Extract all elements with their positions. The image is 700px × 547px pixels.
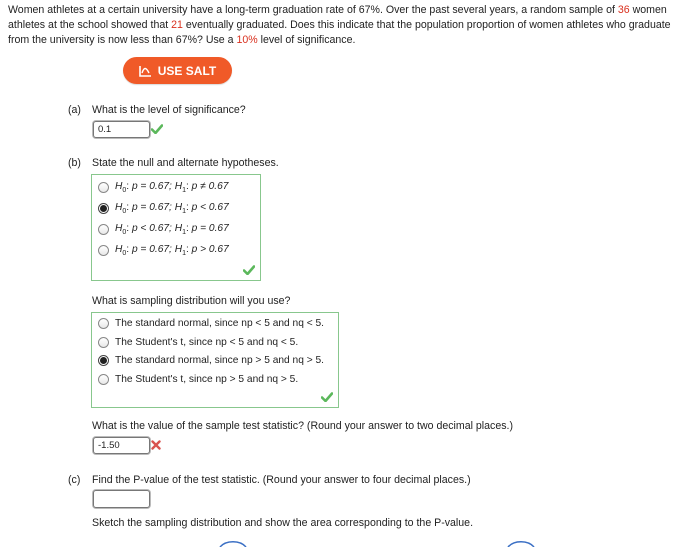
hypothesis-option-4[interactable]: $H_0$: p = 0.67; $H_1$: p > 0.67: [98, 244, 229, 257]
sampling-group: [91, 312, 339, 408]
h1-text: p < 0.67: [191, 202, 229, 213]
hypothesis-option-2[interactable]: $H_0$: p = 0.67; $H_1$: p < 0.67: [98, 202, 229, 215]
correct-check-icon: [321, 392, 333, 402]
h0-text: p = 0.67;: [131, 181, 172, 192]
sampling-option-text: The Student's t, since np < 5 and nq < 5.: [115, 337, 299, 348]
use-salt-button[interactable]: [123, 57, 232, 84]
distribution-graph-left[interactable]: [218, 539, 248, 547]
distribution-graph-right[interactable]: [506, 539, 536, 547]
radio-button-selected[interactable]: [98, 355, 109, 366]
intro-text-3: eventually graduated. Does this indicate that the population proportion of women athletes who graduate from the university is now less than 67%? Use a: [8, 19, 671, 46]
radio-button[interactable]: [98, 245, 109, 256]
radio-button[interactable]: [98, 374, 109, 385]
test-statistic-question: What is the value of the sample test statistic? (Round your answer to two decimal places.): [92, 420, 513, 432]
part-b-letter: (b): [68, 157, 81, 169]
part-c-letter: (c): [68, 474, 81, 486]
h0-text: p < 0.67;: [131, 223, 172, 234]
p-value-input[interactable]: [93, 490, 150, 508]
problem-statement: [8, 3, 692, 48]
use-salt-label: USE SALT: [157, 63, 217, 78]
incorrect-x-icon: [151, 440, 161, 450]
correct-check-icon: [151, 124, 163, 134]
h1-text: p ≠ 0.67: [191, 181, 229, 192]
radio-button[interactable]: [98, 337, 109, 348]
correct-check-icon: [243, 265, 255, 275]
part-c-question: Find the P-value of the test statistic. (Round your answer to four decimal places.): [92, 474, 471, 486]
graduated-count: 21: [171, 19, 183, 31]
hypotheses-group: [91, 174, 261, 281]
salt-chart-icon: [139, 65, 152, 77]
sampling-option-text: The standard normal, since np > 5 and nq > 5.: [115, 355, 324, 366]
radio-button-selected[interactable]: [98, 203, 109, 214]
sampling-option-3[interactable]: [98, 355, 324, 366]
sampling-option-4[interactable]: [98, 374, 298, 385]
h0-text: p = 0.67;: [131, 202, 172, 213]
intro-text-1: Women athletes at a certain university have a long-term graduation rate of 67%. Over the past several years, a random sample of: [8, 4, 618, 16]
significance-level: 10%: [236, 34, 258, 46]
sampling-option-2[interactable]: [98, 337, 298, 348]
h1-text: p = 0.67: [191, 223, 229, 234]
hypothesis-option-3[interactable]: $H_0$: p < 0.67; $H_1$: p = 0.67: [98, 223, 229, 236]
h0-text: p = 0.67;: [131, 244, 172, 255]
radio-button[interactable]: [98, 318, 109, 329]
part-a-letter: (a): [68, 104, 81, 116]
sample-size: 36: [617, 4, 630, 16]
radio-button[interactable]: [98, 182, 109, 193]
part-a-question: What is the level of significance?: [92, 104, 246, 116]
sampling-option-1[interactable]: [98, 318, 324, 329]
significance-input[interactable]: 0.1: [93, 121, 150, 138]
sampling-option-text: The standard normal, since np < 5 and nq < 5.: [115, 318, 324, 329]
sampling-question: What is sampling distribution will you use?: [92, 295, 291, 307]
part-b-question: State the null and alternate hypotheses.: [92, 157, 279, 169]
intro-text-2: women athletes at the school showed that: [8, 4, 667, 31]
intro-text-4: level of significance.: [257, 34, 356, 46]
hypothesis-option-1[interactable]: $H_0$: p = 0.67; $H_1$: p ≠ 0.67: [98, 181, 228, 194]
sketch-prompt: Sketch the sampling distribution and show the area corresponding to the P-value.: [92, 517, 474, 529]
sampling-option-text: The Student's t, since np > 5 and nq > 5.: [115, 374, 299, 385]
test-statistic-input[interactable]: -1.50: [93, 437, 150, 454]
radio-button[interactable]: [98, 224, 109, 235]
h1-text: p > 0.67: [191, 244, 229, 255]
